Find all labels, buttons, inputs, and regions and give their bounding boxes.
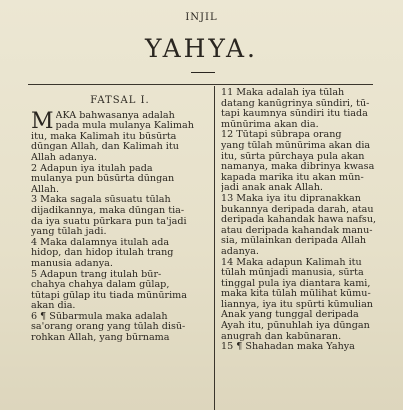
- text-line: mulanya pun būsūrta dūngan: [31, 174, 175, 185]
- text-line: itu, sūrta pūrchaya pula akan: [221, 151, 365, 162]
- text-line: tapi kaumnya sūndiri itu tiada: [221, 109, 368, 120]
- text-line: 14 Maka adapun Kalimah itu: [221, 257, 362, 268]
- left-column: [31, 88, 209, 344]
- text-line: pada mula mulanya Kalimah: [55, 121, 194, 132]
- right-column: [221, 88, 391, 353]
- text-line: dūngan Allah, dan Kalimah itu: [31, 142, 179, 153]
- text-line: sa'orang orang yang tūlah disū-: [31, 322, 186, 333]
- text-line: 4 Maka dalamnya itulah ada: [31, 237, 170, 248]
- text-line: 11 Maka adalah iya tūlah: [221, 88, 345, 98]
- text-line: Ayah itu, pūnuhlah iya dūngan: [221, 321, 370, 332]
- text-line: jadi anak anak Allah.: [221, 183, 323, 194]
- text-line: rohkan Allah, yang būrnama: [31, 333, 170, 344]
- text-line: adanya.: [221, 246, 259, 257]
- text-line: akan dia.: [31, 301, 76, 312]
- text-line: AKA bahwasanya adalah: [55, 110, 175, 121]
- top-rule: [28, 84, 373, 85]
- text-line: manusia adanya.: [31, 258, 113, 269]
- text-line: 6 ¶ Sūbarmula maka adalah: [31, 311, 168, 322]
- text-line: bukannya deripada darah, atau: [221, 204, 374, 215]
- text-line: da iya suatu pūrkara pun ta'jadi: [31, 216, 187, 227]
- drop-cap: M: [31, 108, 54, 134]
- book-title: YAHYA.: [145, 34, 258, 63]
- text-line: itu, maka Kalimah itu būsūrta: [31, 131, 177, 142]
- text-line: hidop, dan hidop itulah trang: [31, 248, 174, 259]
- text-line: 12 Tūtapi sūbrapa orang: [221, 130, 342, 141]
- title-rule: [191, 72, 215, 73]
- text-line: kapada marika itu akan mūn-: [221, 172, 364, 183]
- text-line: Allah.: [31, 184, 60, 195]
- text-line: 13 Maka iya itu dipranakkan: [221, 193, 361, 204]
- text-line: mūnūrima akan dia.: [221, 119, 319, 130]
- text-line: tūlah mūnjadi manusia, sūrta: [221, 268, 364, 279]
- text-line: datang kanūgrinya sūndiri, tū-: [221, 98, 370, 109]
- text-line: sia, mūlainkan deripada Allah: [221, 236, 367, 247]
- text-line: tinggal pula iya diantara kami,: [221, 278, 371, 289]
- text-line: chahya chahya dalam gūlap,: [31, 280, 170, 291]
- text-line: dijadikannya, maka dūngan tia-: [31, 205, 185, 216]
- text-line: namanya, maka dibrinya kwasa: [221, 162, 375, 173]
- text-line: atau deripada kahandak manu-: [221, 225, 373, 236]
- running-head: INJIL: [185, 12, 218, 23]
- chapter-heading: FATSAL I.: [90, 95, 150, 106]
- text-line: maka kita tūlah mūlihat kūmu-: [221, 289, 371, 300]
- text-line: Allah adanya.: [31, 152, 97, 163]
- text-line: deripada kahandak hawa nafsu,: [221, 215, 377, 226]
- right-column-text: [221, 88, 391, 353]
- text-line: anugrah dan kabūnaran.: [221, 331, 342, 342]
- text-line: 3 Maka sagala sūsuatu tūlah: [31, 195, 171, 206]
- text-line: liannya, iya itu spūrti kūmulian: [221, 299, 373, 310]
- text-line: yang tūlah jadi.: [31, 227, 107, 238]
- text-line: Anak yang tunggal deripada: [221, 310, 359, 321]
- text-line: tūtapi gūlap itu tiada mūnūrima: [31, 290, 187, 301]
- text-line: yang tūlah mūnūrima akan dia: [221, 140, 371, 151]
- left-column-text: [31, 108, 209, 344]
- text-line: 5 Adapun trang itulah būr-: [31, 269, 162, 280]
- text-line: 15 ¶ Shahadan maka Yahya: [221, 342, 355, 353]
- text-line: 2 Adapun iya itulah pada: [31, 163, 153, 174]
- column-divider: [214, 86, 215, 410]
